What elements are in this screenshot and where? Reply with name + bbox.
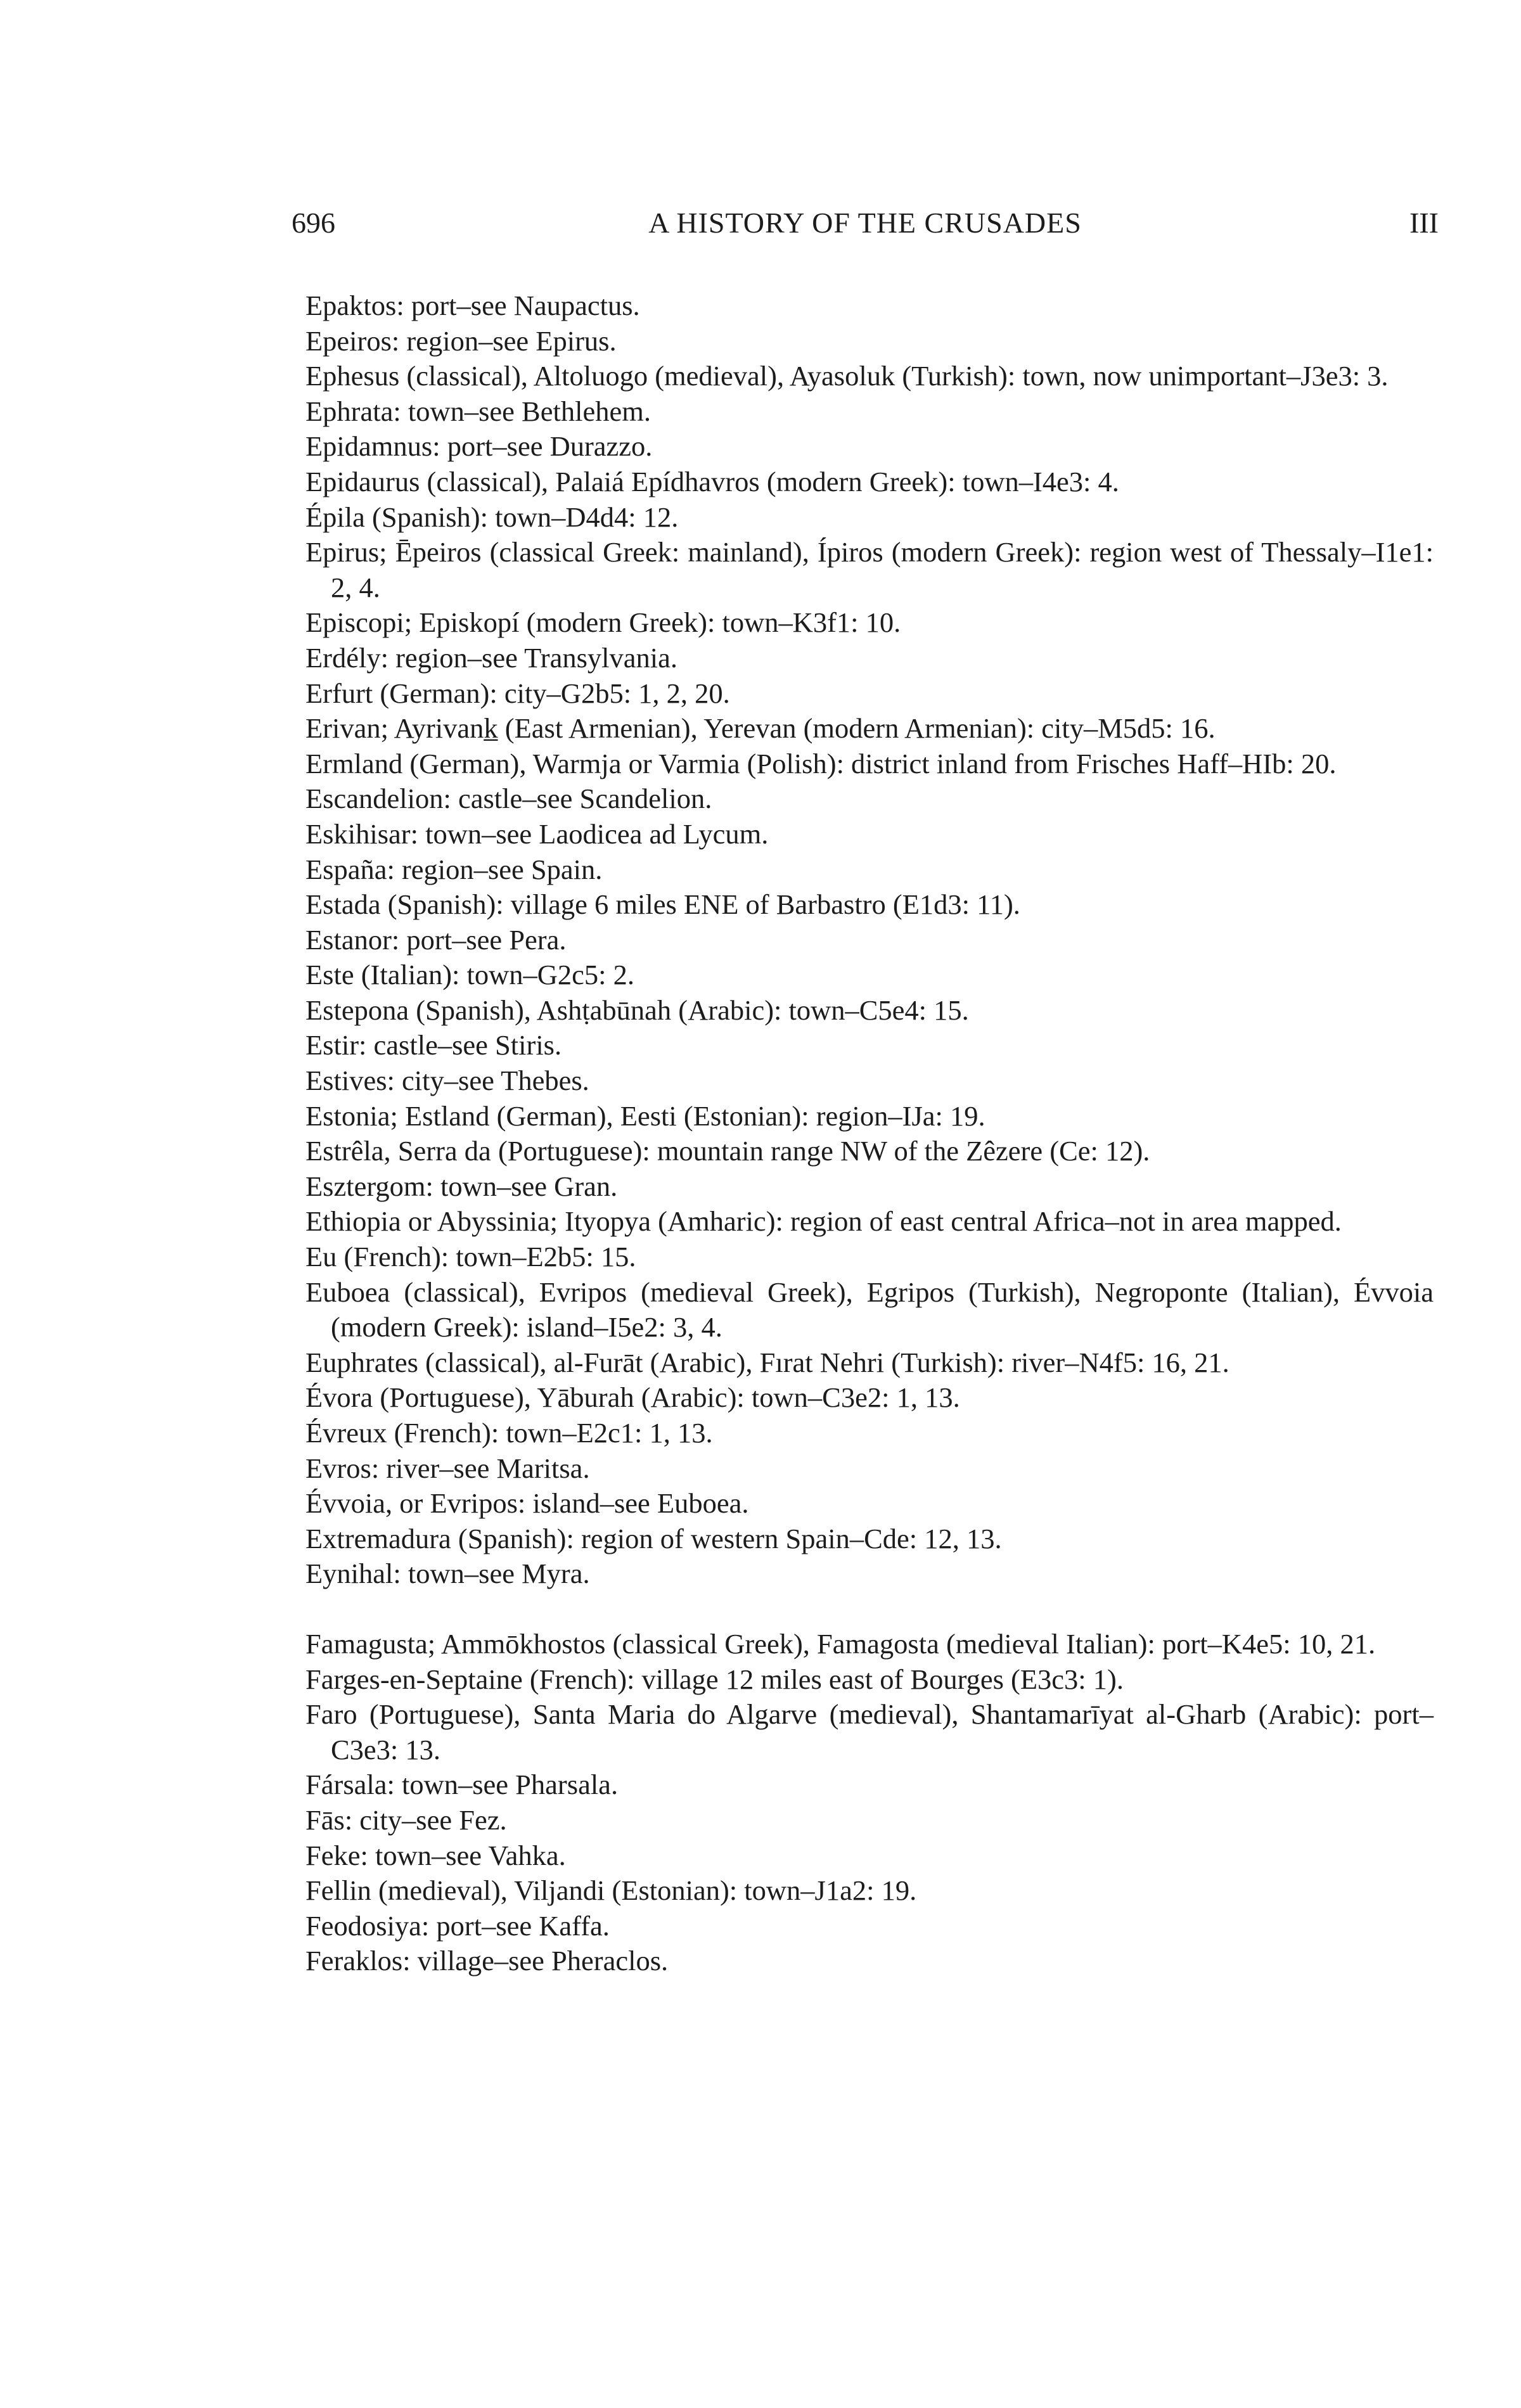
index-entry: Erfurt (German): city–G2b5: 1, 2, 20. bbox=[305, 677, 730, 709]
index-entry: Epeiros: region–see Epirus. bbox=[305, 324, 617, 357]
index-entry: Évora (Portuguese), Yāburah (Arabic): town–C3e2: 1, 13. bbox=[305, 1381, 960, 1414]
index-entry: Euboea (classical), Evripos (medieval Greek), Egripos (Turkish), Negroponte (Italian), Évvoia (modern Greek): island–I5e2: 3, 4. bbox=[305, 1276, 1434, 1343]
index-entry: Évreux (French): town–E2c1: 1, 13. bbox=[305, 1417, 713, 1449]
index-entry: Feke: town–see Vahka. bbox=[305, 1839, 566, 1871]
index-entry: Épila (Spanish): town–D4d4: 12. bbox=[305, 501, 679, 533]
index-entry: Eynihal: town–see Myra. bbox=[305, 1558, 590, 1590]
index-entry: Epidaurus (classical), Palaiá Epídhavros (modern Greek): town–I4e3: 4. bbox=[305, 465, 1119, 497]
index-entry: Euphrates (classical), al-Furāt (Arabic), Fırat Nehri (Turkish): river–N4f5: 16, 21. bbox=[305, 1346, 1229, 1378]
index-entry: Fās: city–see Fez. bbox=[305, 1803, 507, 1836]
index-entry: Eskihisar: town–see Laodicea ad Lycum. bbox=[305, 817, 769, 850]
index-entry: Estepona (Spanish), Ashṭabūnah (Arabic): town–C5e4: 15. bbox=[305, 994, 969, 1026]
index-entry: Evros: river–see Maritsa. bbox=[305, 1452, 590, 1484]
index-entry: Faro (Portuguese), Santa Maria do Algarve (medieval), Shantamarīyat al-Gharb (Arabic): port–C3e3: 13. bbox=[305, 1698, 1434, 1765]
index-entry: Feodosiya: port–see Kaffa. bbox=[305, 1909, 610, 1942]
index-entry: Ethiopia or Abyssinia; Ityopya (Amharic): region of east central Africa–not in area mapped. bbox=[305, 1205, 1342, 1238]
running-head bbox=[292, 204, 1439, 242]
index-entry: Epaktos: port–see Naupactus. bbox=[305, 290, 640, 321]
index-section-f bbox=[305, 1627, 1434, 1979]
index-entry: Eu (French): town–E2b5: 15. bbox=[305, 1241, 636, 1273]
index-entry: Estir: castle–see Stiris. bbox=[305, 1029, 562, 1061]
index-entry: Estonia; Estland (German), Eesti (Estonian): region–IJa: 19. bbox=[305, 1099, 985, 1132]
index-entry: Ephrata: town–see Bethlehem. bbox=[305, 395, 651, 427]
page-number: 696 bbox=[292, 207, 335, 239]
index-entry: Escandelion: castle–see Scandelion. bbox=[305, 783, 712, 815]
index-entry: Epidamnus: port–see Durazzo. bbox=[305, 430, 653, 463]
index-entry: Esztergom: town–see Gran. bbox=[305, 1170, 618, 1202]
section-gap bbox=[305, 1592, 1434, 1627]
volume-number: III bbox=[1409, 207, 1439, 239]
index-entry: Estada (Spanish): village 6 miles ENE of Barbastro (E1d3: 11). bbox=[305, 888, 1020, 921]
index-entry: Estrêla, Serra da (Portuguese): mountain range NW of the Zêzere (Ce: 12). bbox=[305, 1135, 1150, 1167]
index-entry: Fársala: town–see Pharsala. bbox=[305, 1769, 619, 1801]
index-entry: Estives: city–see Thebes. bbox=[305, 1065, 589, 1097]
index-section-e bbox=[305, 288, 1434, 1592]
index-entry: Ermland (German), Warmja or Varmia (Polish): district inland from Frisches Haff–HIb: 20. bbox=[305, 747, 1337, 779]
index-entry: España: region–see Spain. bbox=[305, 853, 603, 885]
index-entry: Episcopi; Episkopí (modern Greek): town–K3f1: 10. bbox=[305, 606, 901, 639]
index-entry: Este (Italian): town–G2c5: 2. bbox=[305, 959, 635, 991]
index-entry: Évvoia, or Evripos: island–see Euboea. bbox=[305, 1487, 749, 1520]
index-entry: Estanor: port–see Pera. bbox=[305, 923, 567, 956]
index-entry: Erdély: region–see Transylvania. bbox=[305, 641, 678, 674]
index-entry: Feraklos: village–see Pheraclos. bbox=[305, 1945, 669, 1977]
index-entry: Extremadura (Spanish): region of western Spain–Cde: 12, 13. bbox=[305, 1522, 1002, 1554]
running-title: A HISTORY OF THE CRUSADES bbox=[648, 207, 1082, 239]
index-entry: Ephesus (classical), Altoluogo (medieval), Ayasoluk (Turkish): town, now unimportant–J3e3: 3. bbox=[305, 360, 1389, 392]
index-entry: Fellin (medieval), Viljandi (Estonian): town–J1a2: 19. bbox=[305, 1874, 917, 1907]
index-entry: Epirus; Ēpeiros (classical Greek: mainland), Ípiros (modern Greek): region west of Thessaly–I1e1: 2, 4. bbox=[305, 536, 1434, 603]
index-entry: Farges-en-Septaine (French): village 12 miles east of Bourges (E3c3: 1). bbox=[305, 1663, 1124, 1695]
index-entry: Famagusta; Ammōkhostos (classical Greek), Famagosta (medieval Italian): port–K4e5: 10, 21. bbox=[305, 1627, 1376, 1660]
gazetteer-index bbox=[305, 288, 1434, 1979]
index-entry: Erivan; Ayrivank̲ (East Armenian), Yerevan (modern Armenian): city–M5d5: 16. bbox=[305, 712, 1216, 745]
